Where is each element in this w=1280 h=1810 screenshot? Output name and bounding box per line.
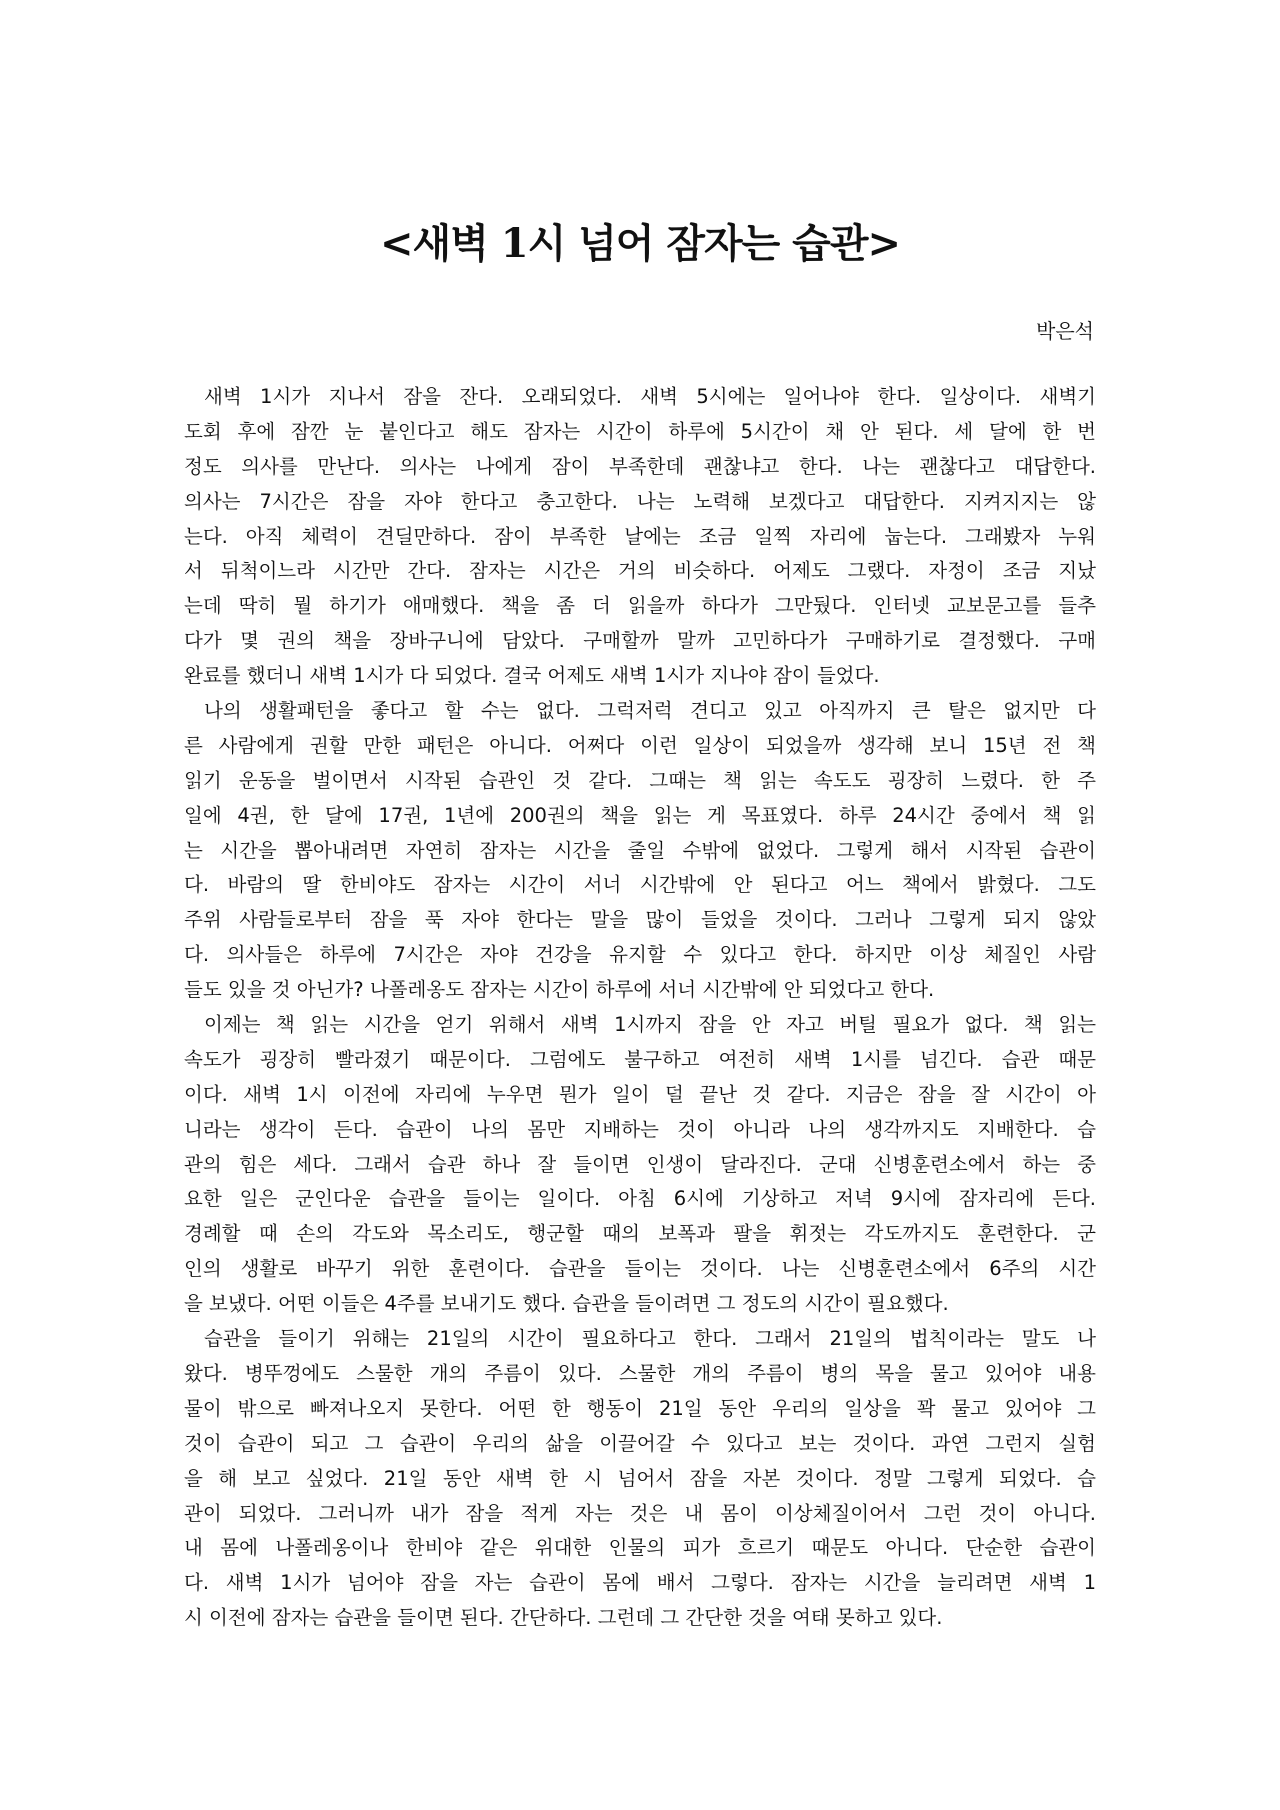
paragraph-line: 왔다. 병뚜껑에도 스물한 개의 주름이 있다. 스물한 개의 주름이 병의 목을 물고 있어야 내용 bbox=[184, 1361, 1096, 1385]
paragraph-line: 내 몸에 나폴레옹이나 한비야 같은 위대한 인물의 피가 흐르기 때문도 아니다. 단순한 습관이 bbox=[184, 1536, 1096, 1560]
document-title: <새벽 1시 넘어 잠자는 습관> bbox=[380, 220, 900, 267]
paragraph-line: 다. 새벽 1시가 넘어야 잠을 자는 습관이 몸에 배서 그렇다. 잠자는 시간을 늘리려면 새벽 1 bbox=[184, 1571, 1096, 1595]
paragraph-line: 이다. 새벽 1시 이전에 자리에 누우면 뭔가 일이 덜 끝난 것 같다. 지금은 잠을 잘 시간이 아 bbox=[184, 1082, 1096, 1106]
paragraph-line: 관의 힘은 세다. 그래서 습관 하나 잘 들이면 인생이 달라진다. 군대 신병훈련소에서 하는 중 bbox=[184, 1152, 1096, 1176]
paragraph-line: 완료를 했더니 새벽 1시가 다 되었다. 결국 어제도 새벽 1시가 지나야 잠이 들었다. bbox=[184, 664, 880, 688]
paragraph-line: 의사는 7시간은 잠을 자야 한다고 충고한다. 나는 노력해 보겠다고 대답한다. 지켜지지는 않 bbox=[184, 489, 1096, 513]
paragraph-line: 것이 습관이 되고 그 습관이 우리의 삶을 이끌어갈 수 있다고 보는 것이다. 과연 그런지 실험 bbox=[184, 1431, 1096, 1455]
paragraph-line: 들도 있을 것 아닌가? 나폴레옹도 잠자는 시간이 하루에 서너 시간밖에 안 되었다고 한다. bbox=[184, 978, 935, 1002]
paragraph-line: 을 보냈다. 어떤 이들은 4주를 보내기도 했다. 습관을 들이려면 그 정도의 시간이 필요했다. bbox=[184, 1292, 949, 1316]
paragraph-line: 읽기 운동을 벌이면서 시작된 습관인 것 같다. 그때는 책 읽는 속도도 굉장히 느렸다. 한 주 bbox=[184, 768, 1096, 792]
paragraph bbox=[184, 694, 1096, 1008]
paragraph-line: 새벽 1시가 지나서 잠을 잔다. 오래되었다. 새벽 5시에는 일어나야 한다. 일상이다. 새벽기 bbox=[204, 385, 1096, 408]
paragraph-line: 는데 딱히 뭘 하기가 애매했다. 책을 좀 더 읽을까 하다가 그만뒀다. 인터넷 교보문고를 들추 bbox=[184, 594, 1096, 618]
paragraph-line: 관이 되었다. 그러니까 내가 잠을 적게 자는 것은 내 몸이 이상체질이어서 그런 것이 아니다. bbox=[184, 1501, 1096, 1525]
paragraph-line: 일에 4권, 한 달에 17권, 1년에 200권의 책을 읽는 게 목표였다. 하루 24시간 중에서 책 읽 bbox=[184, 803, 1096, 827]
paragraph-line: 른 사람에게 권할 만한 패턴은 아니다. 어쩌다 이런 일상이 되었을까 생각해 보니 15년 전 책 bbox=[184, 733, 1096, 757]
paragraph-line: 시 이전에 잠자는 습관을 들이면 된다. 간단하다. 그런데 그 간단한 것을 여태 못하고 있다. bbox=[184, 1606, 943, 1630]
paragraph-line: 나의 생활패턴을 좋다고 할 수는 없다. 그럭저럭 견디고 있고 아직까지 큰 탈은 없지만 다 bbox=[204, 699, 1096, 723]
paragraph-line: 서 뒤척이느라 시간만 간다. 잠자는 시간은 거의 비슷하다. 어제도 그랬다. 자정이 조금 지났 bbox=[184, 559, 1096, 583]
paragraph-line: 다. 바람의 딸 한비야도 잠자는 시간이 서너 시간밖에 안 된다고 어느 책에서 밝혔다. 그도 bbox=[184, 873, 1096, 897]
paragraph-line: 이제는 책 읽는 시간을 얻기 위해서 새벽 1시까지 잠을 안 자고 버틸 필요가 없다. 책 읽는 bbox=[204, 1013, 1096, 1037]
paragraph-line: 습관을 들이기 위해는 21일의 시간이 필요하다고 한다. 그래서 21일의 법칙이라는 말도 나 bbox=[204, 1327, 1096, 1351]
paragraph-line: 니라는 생각이 든다. 습관이 나의 몸만 지배하는 것이 아니라 나의 생각까지도 지배한다. 습 bbox=[184, 1117, 1096, 1141]
paragraph-line: 속도가 굉장히 빨라졌기 때문이다. 그럼에도 불구하고 여전히 새벽 1시를 넘긴다. 습관 때문 bbox=[184, 1047, 1096, 1071]
paragraph-line: 는다. 아직 체력이 견딜만하다. 잠이 부족한 날에는 조금 일찍 자리에 눕는다. 그래봤자 누워 bbox=[184, 524, 1096, 548]
paragraph-line: 정도 의사를 만난다. 의사는 나에게 잠이 부족한데 괜찮냐고 한다. 나는 괜찮다고 대답한다. bbox=[184, 454, 1096, 478]
paragraph-line: 요한 일은 군인다운 습관을 들이는 일이다. 아침 6시에 기상하고 저녁 9시에 잠자리에 든다. bbox=[184, 1187, 1096, 1211]
paragraph-line: 인의 생활로 바꾸기 위한 훈련이다. 습관을 들이는 것이다. 나는 신병훈련소에서 6주의 시간 bbox=[184, 1257, 1096, 1281]
paragraph bbox=[184, 1008, 1096, 1322]
document-body bbox=[184, 380, 1096, 1636]
paragraph bbox=[184, 380, 1096, 694]
paragraph-line: 물이 밖으로 빠져나오지 못한다. 어떤 한 행동이 21일 동안 우리의 일상을 꽉 물고 있어야 그 bbox=[184, 1396, 1096, 1420]
paragraph-line: 는 시간을 뽑아내려면 자연히 잠자는 시간을 줄일 수밖에 없었다. 그렇게 해서 시작된 습관이 bbox=[184, 838, 1096, 862]
paragraph-line: 다. 의사들은 하루에 7시간은 자야 건강을 유지할 수 있다고 한다. 하지만 이상 체질인 사람 bbox=[184, 943, 1096, 967]
paragraph-line: 다가 몇 권의 책을 장바구니에 담았다. 구매할까 말까 고민하다가 구매하기로 결정했다. 구매 bbox=[184, 629, 1096, 653]
paragraph-line: 경례할 때 손의 각도와 목소리도, 행군할 때의 보폭과 팔을 휘젓는 각도까지도 훈련한다. 군 bbox=[184, 1222, 1096, 1246]
paragraph bbox=[184, 1322, 1096, 1636]
author-name: 박은석 bbox=[1036, 319, 1094, 343]
paragraph-line: 을 해 보고 싶었다. 21일 동안 새벽 한 시 넘어서 잠을 자본 것이다. 정말 그렇게 되었다. 습 bbox=[184, 1466, 1096, 1490]
paragraph-line: 주위 사람들로부터 잠을 푹 자야 한다는 말을 많이 들었을 것이다. 그러나 그렇게 되지 않았 bbox=[184, 908, 1096, 932]
paragraph-line: 도회 후에 잠깐 눈 붙인다고 해도 잠자는 시간이 하루에 5시간이 채 안 된다. 세 달에 한 번 bbox=[184, 419, 1096, 443]
